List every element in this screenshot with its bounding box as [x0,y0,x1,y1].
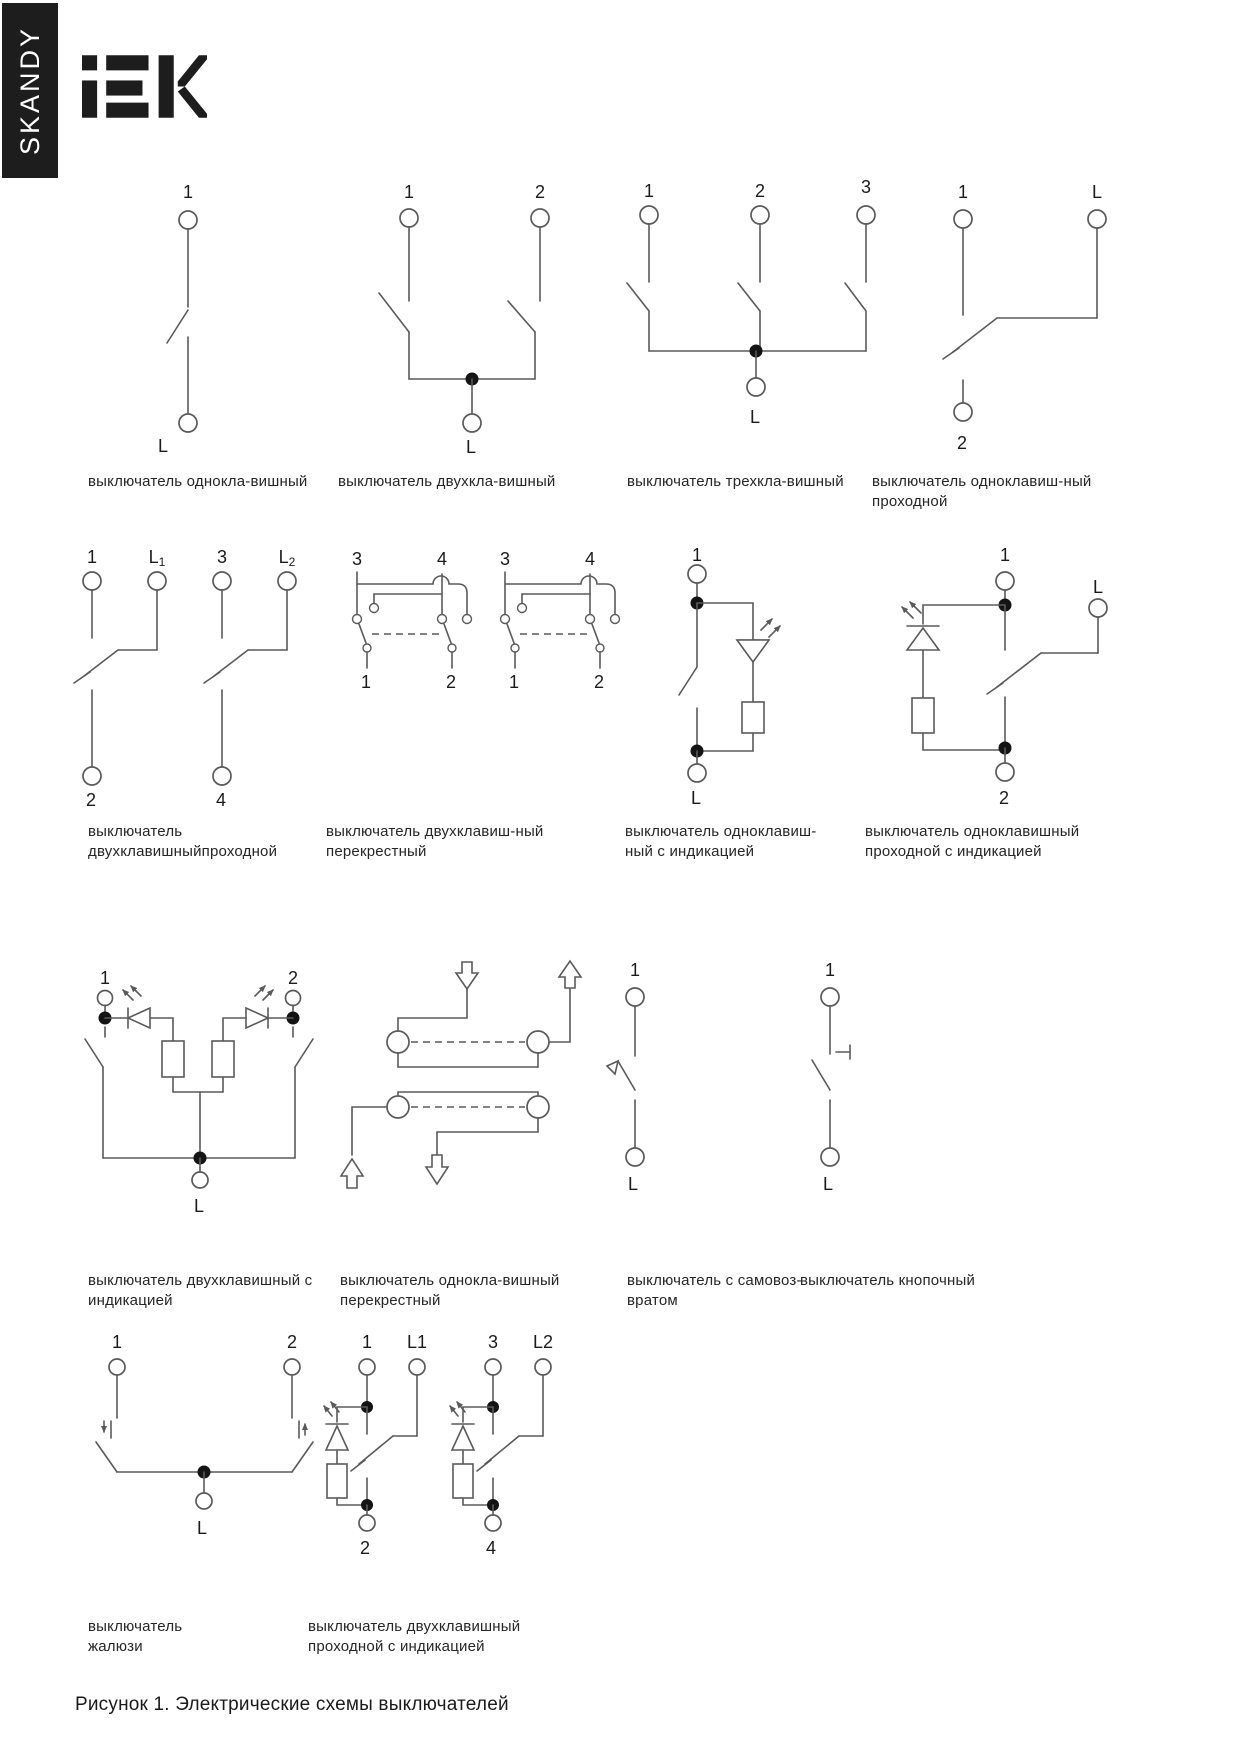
caption-line: выключатель двухклавишный [308,1618,521,1635]
terminal-circle [1089,599,1107,617]
terminal-circle [463,414,481,432]
caption-line: выключатель с самовоз- [627,1272,802,1289]
caption-d13 [88,1617,328,1657]
resistor [912,698,934,733]
caption-line: выключатель трехкла-вишный [627,473,844,490]
terminal-circle [109,1359,125,1375]
caption-line: выключатель двухклавишный с [88,1272,313,1289]
arrow-up-icon [341,1159,363,1188]
caption-line: ный с индикацией [625,843,755,860]
terminal-circle [535,1359,551,1375]
caption-line: выключатель [88,1618,183,1635]
series-sidebar [2,3,58,178]
caption-d14 [308,1617,568,1657]
resistor [742,702,764,733]
terminal-label: 3 [351,549,363,569]
push-button-contact [812,1006,850,1148]
diagram-self-return-switch [600,948,710,1228]
contact-circle [511,644,519,652]
resistor [162,1041,184,1077]
diagram-one-gang-cross-switch [335,948,595,1218]
terminal-circle [626,1148,644,1166]
cross-unit [352,549,472,692]
wire [549,989,570,1042]
terminal-label: 2 [85,790,97,810]
terminal-circle [179,414,197,432]
terminal-circle [98,991,113,1006]
terminal-label-base: L [278,547,289,567]
terminal-label: L [627,1174,639,1194]
terminal-label: L [157,436,169,456]
caption-line: двухклавишныйпроходной [88,843,278,860]
contact-circle [438,615,447,624]
terminal-circle [179,211,197,229]
diagram-two-gang-cross-switch [330,542,630,712]
terminal-circle [747,378,765,396]
wire [398,989,467,1030]
caption-line: проходной [872,493,948,510]
terminal-label: 2 [956,433,968,453]
terminal-circle [359,1515,375,1531]
terminal-label: 2 [286,1332,298,1352]
led-indicator [737,619,780,662]
terminal-label: 1 [999,545,1011,565]
terminal-circle [626,988,644,1006]
terminal-circle [996,572,1014,590]
caption-d12 [800,1271,1030,1291]
terminal-circle [148,572,166,590]
contact-circle [527,1031,549,1053]
terminal-label: L [1092,577,1104,597]
contact-circle [501,615,510,624]
diagram-three-gang-switch [600,160,890,460]
iek-logo-icon [82,55,207,118]
terminal-circle [751,206,769,224]
led-indicator [223,986,293,1041]
terminal-label: 2 [593,672,605,692]
jalousie-contact-down [96,1375,117,1472]
contact-circle [586,615,595,624]
caption-line: выключатель одноклавиш- [625,823,817,840]
wire [200,1077,223,1092]
caption-line: проходной с индикацией [308,1638,485,1655]
terminal-label: 1 [824,960,836,980]
terminal-label: L [690,788,702,808]
terminal-circle [213,767,231,785]
terminal-label: 3 [499,549,511,569]
terminal-label: 4 [436,549,448,569]
terminal-label: L1 [406,1332,428,1352]
contact-circle [370,604,379,613]
series-label: SKANDY [14,25,45,156]
caption-d7 [625,822,855,862]
figure-caption: Рисунок 1. Электрические схемы выключателей [75,1694,509,1715]
terminal-label: 1 [643,181,655,201]
terminal-label: L [196,1518,208,1538]
terminal-circle [954,210,972,228]
contact-circle [448,644,456,652]
indicator-two-way-unit [450,1375,543,1531]
terminal-circle [400,209,418,227]
caption-line: проходной с индикацией [865,843,1042,860]
terminal-circle [83,767,101,785]
led-indicator [902,602,939,650]
contact-circle [611,615,620,624]
terminal-label: 1 [691,545,703,565]
wire [923,605,1005,624]
terminal-label: 2 [445,672,457,692]
terminal-circle [857,206,875,224]
terminal-label: 2 [287,968,299,988]
switch-contacts [627,224,866,351]
terminal-label: 1 [182,182,194,202]
terminal-circle [286,991,301,1006]
arrow-up-icon [559,961,581,988]
caption-line: жалюзи [88,1638,143,1655]
terminal-circle [688,565,706,583]
changeover-contact [987,605,1098,746]
caption-line: выключатель одноклавишный [865,823,1080,840]
switch-contacts [379,227,540,379]
diagram-jalousie-switch [80,1322,330,1572]
terminal-label: 4 [215,790,227,810]
switch-contact [293,1027,313,1158]
caption-line: индикацией [88,1292,173,1309]
terminal-label: L [465,437,477,457]
terminal-circle [83,572,101,590]
caption-line: выключатель кнопочный [800,1272,976,1289]
diagram-two-way-switch-indicator [880,542,1120,822]
terminal-label: L2 [532,1332,554,1352]
terminal-label: 2 [998,788,1010,808]
caption-line: перекрестный [340,1292,441,1309]
terminal-label: 4 [485,1538,497,1558]
terminal-label-base: L [148,547,159,567]
wire [923,733,1005,750]
wire [697,733,753,751]
caption-line: выключатель одноклавиш-ный [872,473,1092,490]
contact-circle [363,644,371,652]
terminal-circle [688,764,706,782]
jalousie-contact-up [292,1375,313,1472]
cross-unit [500,549,620,692]
terminal-circle [1088,210,1106,228]
terminal-label: 2 [754,181,766,201]
contact-circle [527,1096,549,1118]
caption-line: перекрестный [326,843,427,860]
terminal-circle [485,1359,501,1375]
terminal-circle [954,403,972,421]
terminal-label: 1 [361,1332,373,1352]
caption-d3 [627,472,867,492]
diagram-two-way-switch [920,160,1130,470]
diagram-two-gang-switch [340,160,560,470]
led-indicator [326,1426,348,1450]
terminal-label: L [822,1174,834,1194]
terminal-label: 1 [403,182,415,202]
terminal-label: 3 [216,547,228,567]
terminal-circle [196,1493,212,1509]
caption-d4 [872,472,1112,512]
wire [437,1118,538,1155]
wire [697,603,753,640]
terminal-label: L [1091,182,1103,202]
terminal-label: 1 [86,547,98,567]
led-indicator [105,986,173,1041]
diagram-two-gang-two-way-switch [70,542,310,822]
changeover-contact [74,590,157,767]
diagram-two-gang-switch-indicator [75,952,325,1232]
caption-d8 [865,822,1105,862]
terminal-circle [278,572,296,590]
terminal-label: 1 [360,672,372,692]
caption-d6 [326,822,586,862]
contact-circle [596,644,604,652]
switch-contact [679,603,697,746]
terminal-circle [284,1359,300,1375]
terminal-label [149,547,166,569]
contact-circle [353,615,362,624]
caption-d9 [88,1271,348,1311]
terminal-label: 1 [111,1332,123,1352]
caption-d2 [338,472,583,492]
caption-d10 [340,1271,590,1311]
terminal-label: L [749,407,761,427]
terminal-circle [213,572,231,590]
terminal-circle [409,1359,425,1375]
switch-contact [167,229,188,414]
caption-d5 [88,822,338,862]
terminal-label: 1 [508,672,520,692]
terminal-circle [640,206,658,224]
caption-line: выключатель [88,823,183,840]
arrow-down-icon [456,962,478,989]
terminal-label: 1 [99,968,111,988]
resistor [453,1464,473,1498]
diagram-two-gang-two-way-switch-indicator [320,1322,580,1582]
switch-contact [85,1027,105,1158]
caption-line: выключатель двухклавиш-ный [326,823,544,840]
self-return-contact [607,1006,635,1148]
caption-line: выключатель двухкла-вишный [338,473,556,490]
terminal-label: 1 [629,960,641,980]
terminal-circle [821,988,839,1006]
terminal-circle [531,209,549,227]
contact-circle [387,1096,409,1118]
contact-circle [387,1031,409,1053]
arrow-down-icon [426,1155,448,1184]
resistor [212,1041,234,1077]
terminal-label: 4 [584,549,596,569]
led-indicator [452,1426,474,1450]
terminal-label: 3 [860,177,872,197]
terminal-circle [821,1148,839,1166]
resistor [327,1464,347,1498]
terminal-circle [359,1359,375,1375]
changeover-contact [943,228,1097,403]
wire [173,1077,200,1092]
diagram-one-gang-switch [130,160,250,470]
terminal-label [279,547,296,569]
terminal-label: 3 [487,1332,499,1352]
terminal-label: 2 [359,1538,371,1558]
caption-line: выключатель однокла-вишный [340,1272,560,1289]
changeover-contact [204,590,287,767]
terminal-label-sub: 1 [158,555,166,569]
terminal-label: 1 [957,182,969,202]
terminal-circle [192,1172,208,1188]
terminal-label: L [193,1196,205,1216]
terminal-circle [996,763,1014,781]
terminal-label-sub: 2 [288,555,296,569]
terminal-circle [485,1515,501,1531]
caption-line: выключатель однокла-вишный [88,473,308,490]
contact-circle [518,604,527,613]
contact-circle [463,615,472,624]
diagram-push-button-switch [795,948,905,1228]
wire [352,1107,387,1155]
caption-line: вратом [627,1292,678,1309]
diagram-one-gang-switch-indicator [630,542,790,822]
indicator-two-way-unit [324,1375,417,1531]
terminal-label: 2 [534,182,546,202]
caption-d1 [88,472,333,492]
